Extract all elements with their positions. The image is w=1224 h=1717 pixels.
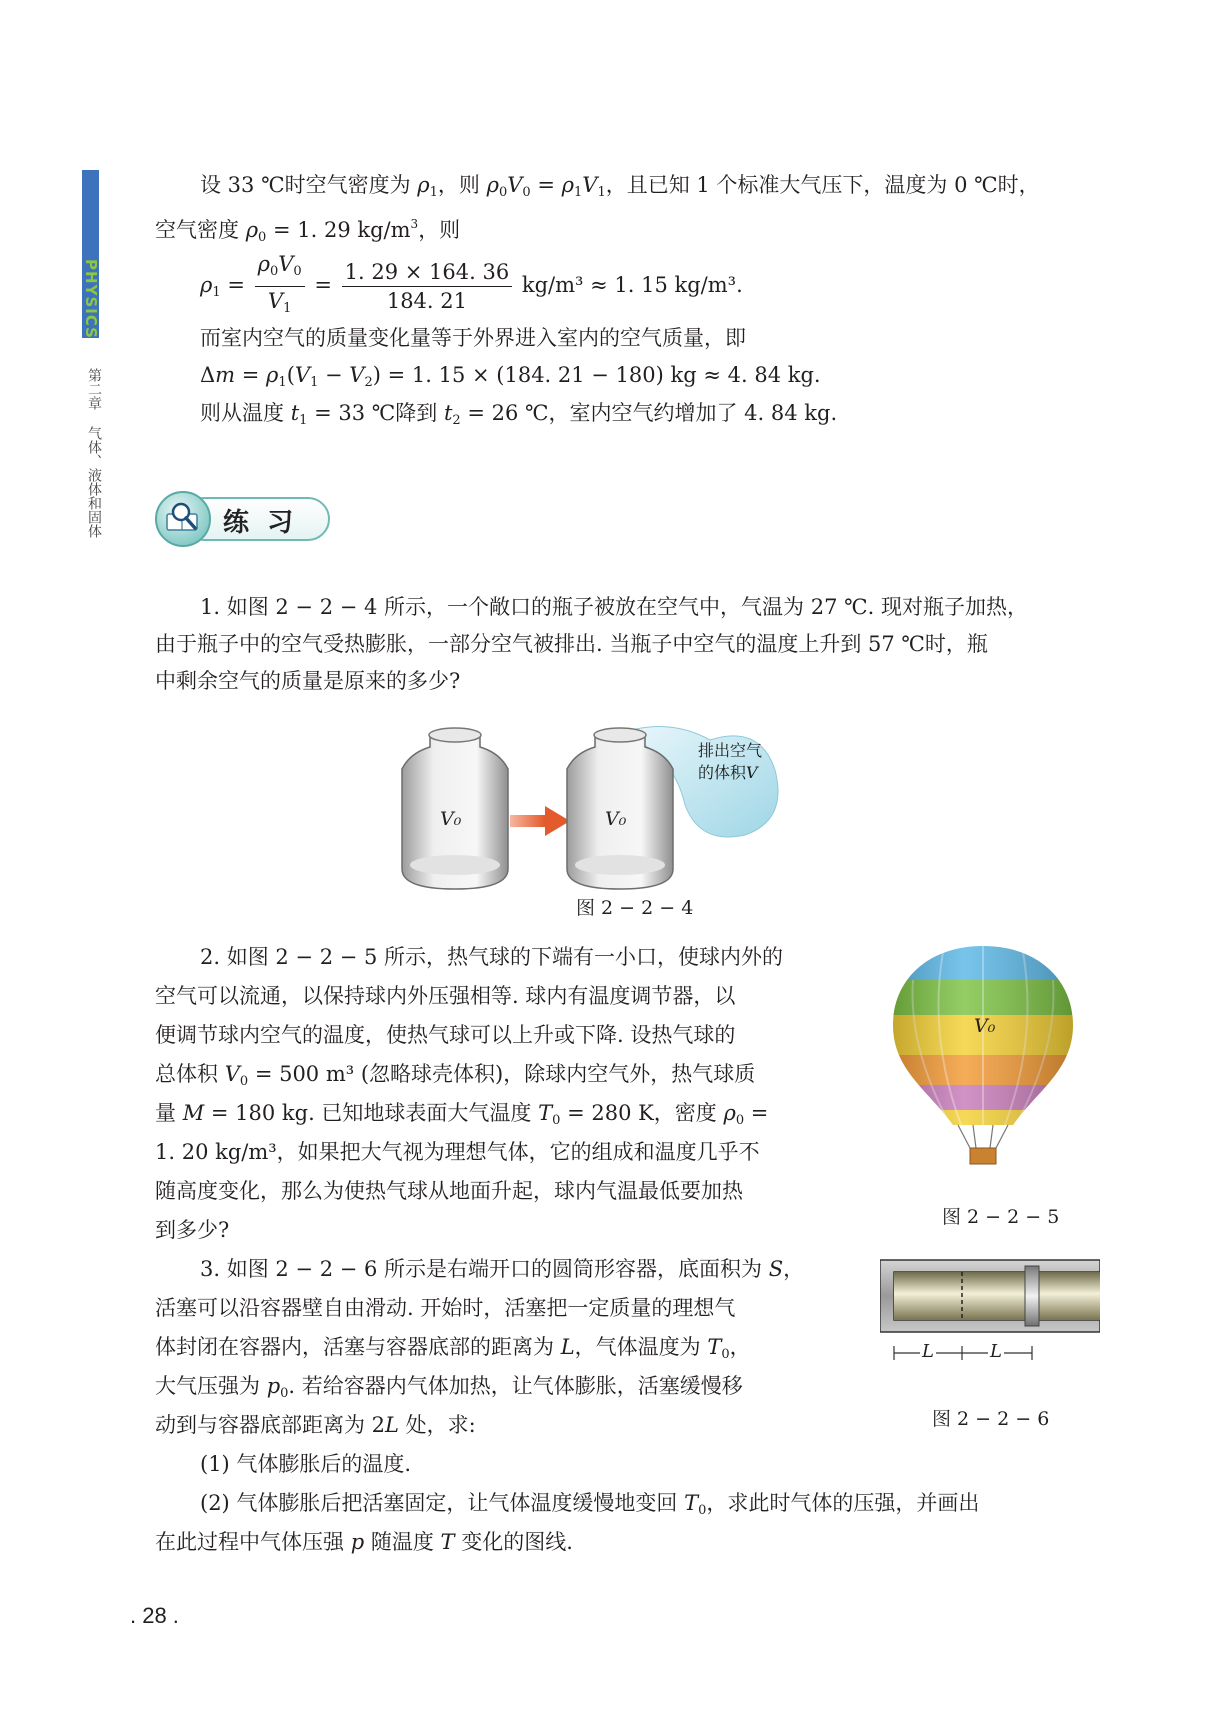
bottle-left-label: V₀ bbox=[440, 808, 462, 830]
hot-air-balloon bbox=[888, 940, 1078, 1170]
q2-line-3: 便调节球内空气的温度，使热气球可以上升或下降. 设热气球的 bbox=[155, 1023, 736, 1047]
figure-2-2-4 bbox=[400, 710, 860, 910]
q2-line-1: 2. 如图 2 − 2 − 5 所示，热气球的下端有一小口，使球内外的 bbox=[200, 945, 784, 969]
dimension-lines bbox=[894, 1346, 1032, 1360]
q3-line-4: 大气压强为 $p_0$. 若给容器内气体加热，让气体膨胀，活塞缓慢移 bbox=[155, 1374, 743, 1401]
cylinder-container bbox=[880, 1258, 1100, 1388]
piston bbox=[1025, 1266, 1039, 1326]
solution-line-4: 而室内空气的质量变化量等于外界进入室内的空气质量，即 bbox=[200, 326, 746, 350]
q3-line-3: 体封闭在容器内，活塞与容器底部的距离为 L，气体温度为 $T_0$， bbox=[155, 1335, 751, 1362]
balloon-label: V₀ bbox=[974, 1015, 996, 1037]
heating-arrow bbox=[510, 806, 570, 836]
solution-line-5: $\Delta m = \rho_1(V_1 - V_2) = 1$. 15 × (184. 21 − 180) kg ≈ 4. 84 kg. bbox=[200, 363, 821, 390]
solution-line-1: 设 33 ℃时空气密度为 $\rho_1$，则 $\rho_0V_0 = \rho_1V_1$，且已知 1 个标准大气压下，温度为 0 ℃时， bbox=[200, 173, 1040, 200]
q2-line-5: 量 M = 180 kg. 已知地球表面大气温度 $T_0 = 280$ K，密度 $\rho_0$ = bbox=[155, 1101, 769, 1128]
exercise-section-header bbox=[153, 490, 333, 548]
q3-line-2: 活塞可以沿容器壁自由滑动. 开始时，活塞把一定质量的理想气 bbox=[155, 1296, 736, 1320]
q1-line-3: 中剩余空气的质量是原来的多少? bbox=[155, 669, 461, 693]
q2-line-6: 1. 20 kg/m³，如果把大气视为理想气体，它的组成和温度几乎不 bbox=[155, 1140, 760, 1164]
q3-line-6: (1) 气体膨胀后的温度. bbox=[200, 1452, 412, 1476]
caption-2-2-4: 图 2 − 2 − 4 bbox=[576, 897, 694, 919]
q2-line-4: 总体积 $V_0 = 500$ m³ (忽略球壳体积)，除球内空气外，热气球质 bbox=[155, 1062, 756, 1089]
sidebar-chapter-title: 第二章 气体、液体和固体 bbox=[86, 368, 102, 538]
q2-line-2: 空气可以流通，以保持球内外压强相等. 球内有温度调节器，以 bbox=[155, 984, 736, 1008]
figure-2-2-6 bbox=[880, 1258, 1100, 1388]
fraction-numeric: $\frac{1. 29 \times 164. 36}{184. 21}$ bbox=[342, 258, 513, 315]
dimension-label-right: L bbox=[990, 1341, 1002, 1362]
bottle-right-label: V₀ bbox=[605, 808, 627, 830]
solution-line-6: 则从温度 $t_1 = 33$ ℃降到 $t_2 = 26$ ℃，室内空气约增加了 4. 84 kg. bbox=[200, 401, 838, 428]
q3-line-7: (2) 气体膨胀后把活塞固定，让气体温度缓慢地变回 $T_0$，求此时气体的压强，并画出 bbox=[200, 1491, 980, 1518]
sidebar-subject: PHYSICS bbox=[82, 259, 101, 339]
solution-line-2: 空气密度 $\rho_0 = 1$. 29 $kg/m^3$，则 bbox=[155, 217, 461, 245]
section-title: 练 习 bbox=[223, 508, 294, 538]
solution-equation: $\rho_1$ = $\frac{\rho_0V_0}{V_1}$ = $\frac{1. 29 \times 164. 36}{184. 21}$ kg/m³ ≈ 1. 15 kg/m³. bbox=[200, 250, 743, 323]
q1-line-1: 1. 如图 2 − 2 − 4 所示，一个敞口的瓶子被放在空气中，气温为 27 ℃. 现对瓶子加热， bbox=[200, 595, 1028, 619]
q2-line-7: 随高度变化，那么为使热气球从地面升起，球内气温最低要加热 bbox=[155, 1179, 743, 1203]
q3-line-5: 动到与容器底部距离为 2L 处，求: bbox=[155, 1413, 476, 1437]
caption-2-2-5: 图 2 − 2 − 5 bbox=[942, 1206, 1060, 1228]
fraction-symbolic: $\frac{\rho_0V_0}{V_1}$ bbox=[255, 250, 305, 323]
q1-line-2: 由于瓶子中的空气受热膨胀，一部分空气被排出. 当瓶子中空气的温度上升到 57 ℃时，瓶 bbox=[155, 632, 988, 656]
dimension-label-left: L bbox=[922, 1341, 934, 1362]
q3-line-8: 在此过程中气体压强 p 随温度 T 变化的图线. bbox=[155, 1530, 573, 1554]
bubble-text: 排出空气 的体积V bbox=[698, 741, 763, 782]
q3-line-1: 3. 如图 2 − 2 − 6 所示是右端开口的圆筒形容器，底面积为 S， bbox=[200, 1257, 805, 1281]
figure-2-2-5 bbox=[888, 940, 1078, 1170]
q2-line-8: 到多少? bbox=[155, 1218, 230, 1242]
caption-2-2-6: 图 2 − 2 − 6 bbox=[932, 1408, 1050, 1430]
page-number: . 28 . bbox=[130, 1603, 179, 1628]
